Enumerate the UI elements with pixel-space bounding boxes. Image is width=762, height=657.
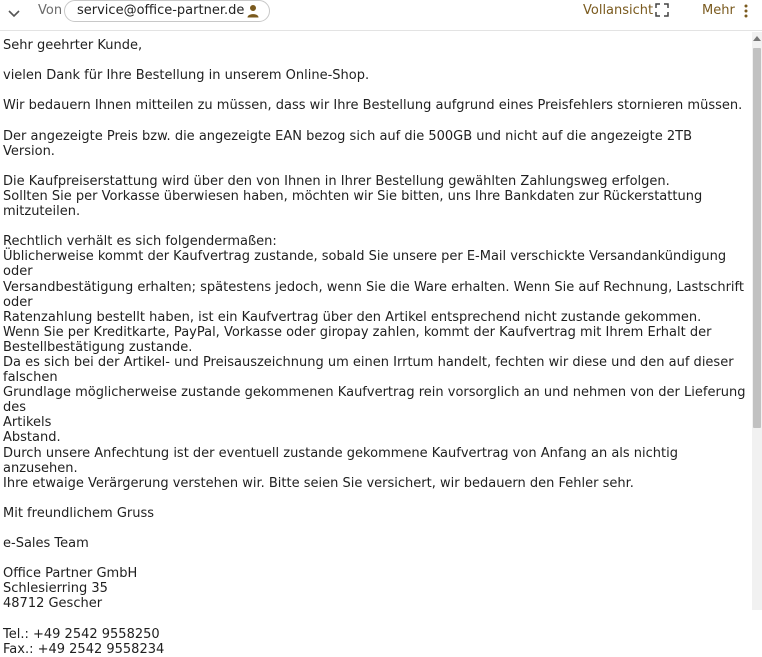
price-info-text: Der angezeigte Preis bzw. die angezeigte EAN bezog sich auf die 500GB und nicht auf die angezeigte 2TB Version. [3, 128, 693, 159]
legal-line: Ihre etwaige Verärgerung verstehen wir. Bitte seien Sie versichert, wir bedauern den Fehler sehr. [3, 475, 634, 491]
legal-line: Üblicherweise kommt der Kaufvertrag zustande, sobald Sie unsere per E-Mail verschickte Versandankündigung oder [3, 249, 727, 280]
legal-line: Bestellbestätigung zustande. [3, 339, 193, 355]
more-dots-icon[interactable] [743, 3, 749, 19]
legal-line: Artikels [3, 415, 52, 431]
team-signature: e-Sales Team [3, 536, 89, 552]
legal-line: falschen [3, 370, 58, 386]
phone-line: Tel.: +49 2542 9558250 [3, 626, 160, 642]
sender-email: service@office-partner.de [77, 3, 245, 18]
legal-line: Grundlage möglicherweise zustande gekommenen Kaufvertrag rein vorsorglich an und nehmen von der Lieferung des [3, 385, 746, 416]
greeting: Sehr geehrter Kunde, [3, 38, 143, 53]
regret-text: Wir bedauern Ihnen mitteilen zu müssen, dass wir Ihre Bestellung aufgrund eines Preisfehlers stornieren müssen. [3, 98, 743, 114]
legal-line: Durch unsere Anfechtung ist der eventuell zustande gekommene Kaufvertrag von Anfang an als nichtig anzusehen. [3, 445, 679, 476]
more-button[interactable]: Mehr [702, 3, 735, 18]
from-label: Von [38, 3, 63, 18]
refund-line: Die Kaufpreiserstattung wird über den von Ihnen in Ihrer Bestellung gewählten Zahlungsweg erfolgen. [3, 173, 670, 189]
legal-line: Ratenzahlung bestellt haben, ist ein Kaufvertrag über den Artikel entsprechend nicht zustande gekommen. [3, 309, 702, 325]
expand-icon[interactable] [655, 3, 669, 17]
email-header [0, 0, 762, 31]
legal-line: Wenn Sie per Kreditkarte, PayPal, Vorkasse oder giropay zahlen, kommt der Kaufvertrag mit Ihrem Erhalt der [3, 324, 712, 340]
fullview-button[interactable]: Vollansicht [583, 3, 654, 18]
address-line: Schlesierring 35 [3, 581, 108, 597]
address-line: Office Partner GmbH [3, 566, 138, 582]
legal-line: Abstand. [3, 430, 61, 446]
email-body [3, 38, 747, 657]
sender-chip[interactable] [64, 0, 270, 22]
legal-line: Rechtlich verhält es sich folgendermaßen: [3, 234, 277, 250]
refund-line: Sollten Sie per Vorkasse überwiesen haben, möchten wir Sie bitten, uns Ihre Bankdaten zur Rückerstattung [3, 188, 703, 204]
person-icon [247, 4, 259, 18]
legal-line: Versandbestätigung erhalten; spätestens jedoch, wenn Sie die Ware erhalten. Wenn Sie auf Rechnung, Lastschrift [3, 279, 744, 295]
address-line: 48712 Gescher [3, 596, 103, 612]
refund-line: mitzuteilen. [3, 204, 81, 220]
scrollbar-thumb[interactable] [753, 48, 761, 428]
chevron-down-icon[interactable] [6, 5, 22, 21]
legal-line: Da es sich bei der Artikel- und Preisauszeichnung um einen Irrtum handelt, fechten wir diese und den auf dieser [3, 354, 734, 370]
scroll-up-arrow-icon[interactable] [752, 34, 762, 44]
thanks-text: vielen Dank für Ihre Bestellung in unserem Online-Shop. [3, 68, 370, 84]
closing-text: Mit freundlichem Gruss [3, 505, 155, 521]
legal-line: oder [3, 294, 33, 310]
fax-line: Fax.: +49 2542 9558234 [3, 641, 165, 657]
